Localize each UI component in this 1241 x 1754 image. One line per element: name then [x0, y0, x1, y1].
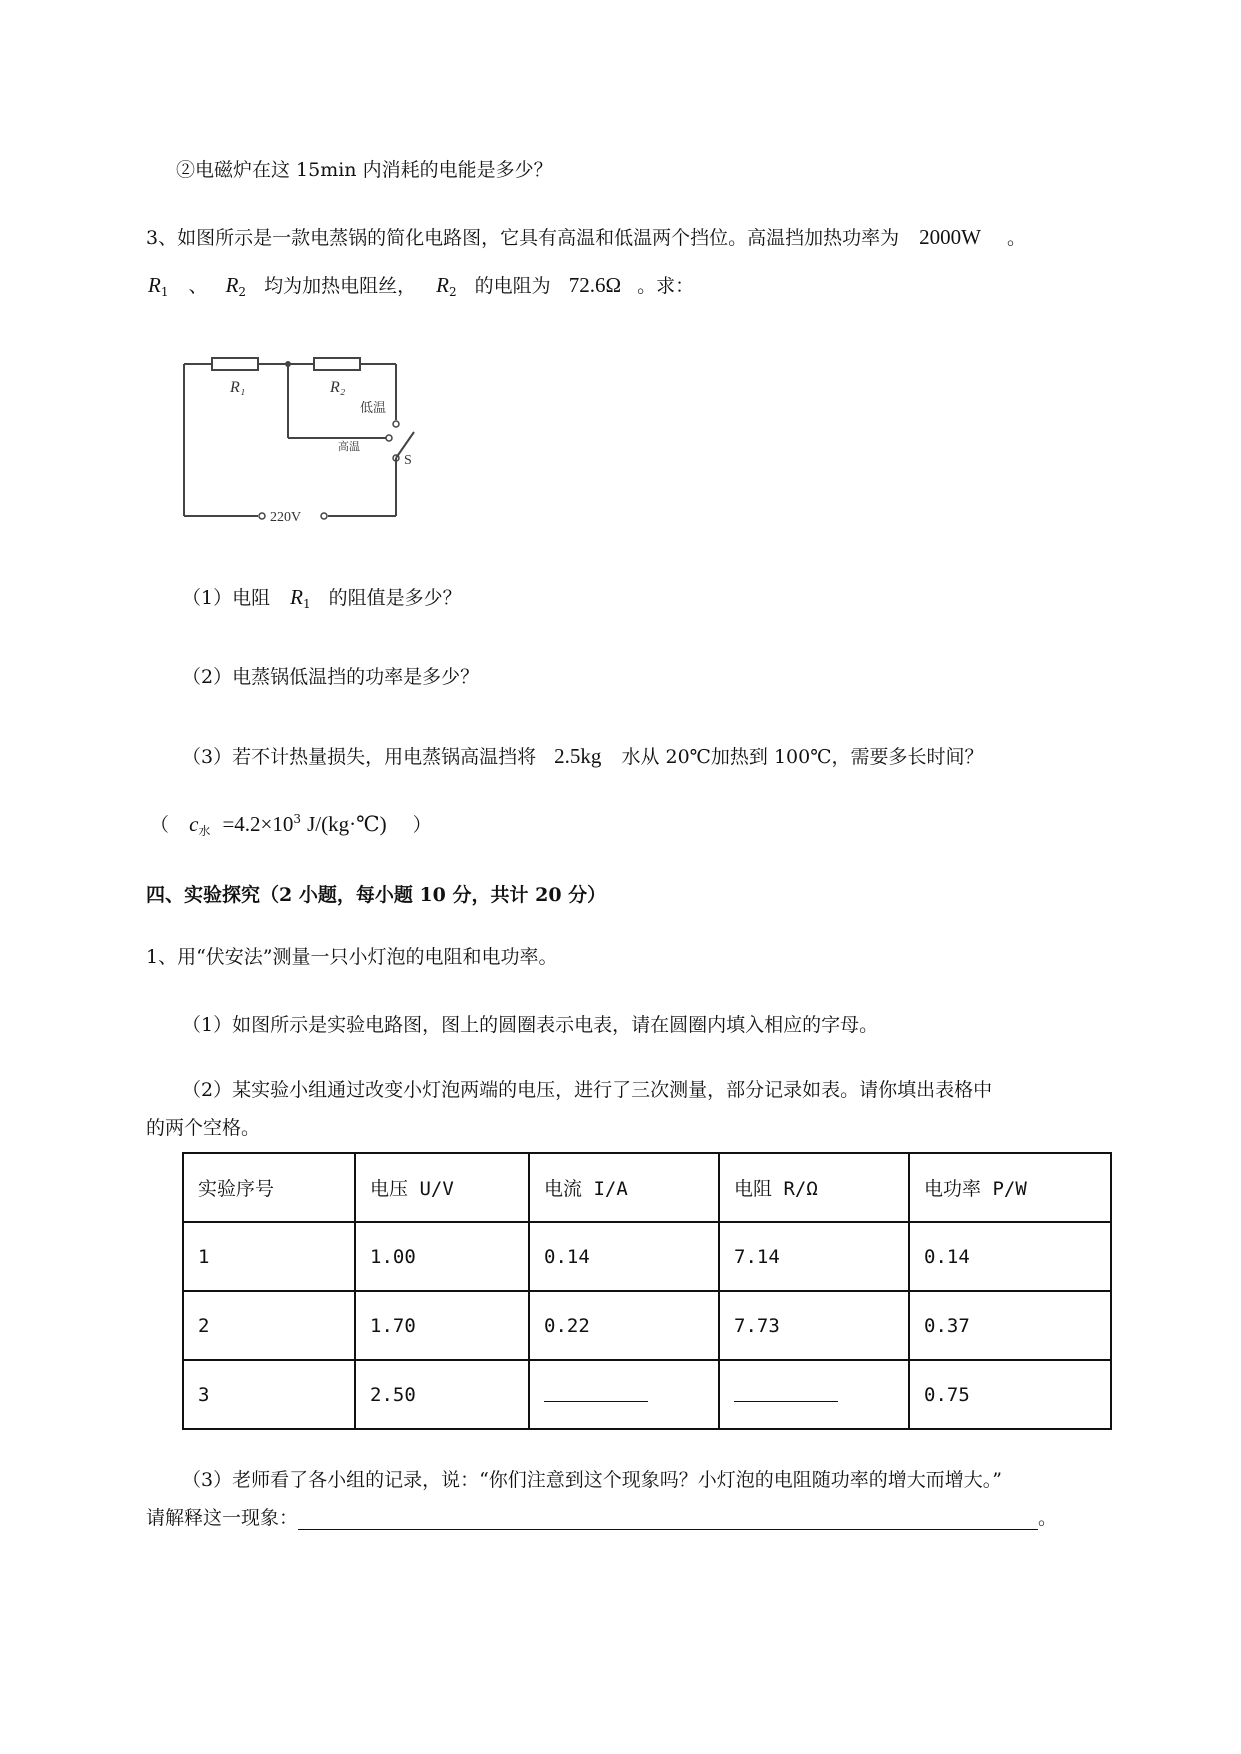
section-4-sub1: （1）如图所示是实验电路图，图上的圆圈表示电表，请在圆圈内填入相应的字母。 — [182, 1014, 879, 1036]
table-cell: 7.14 — [719, 1222, 909, 1291]
question-3-sub1 — [182, 585, 462, 616]
r2-subscript-2: 2 — [448, 285, 457, 299]
high-power-value: 2000W — [919, 225, 981, 249]
sub3-text-a: （3）若不计热量损失，用电蒸锅高温挡将 — [182, 746, 537, 768]
table-cell: 7.73 — [719, 1291, 909, 1360]
table-cell: 0.22 — [529, 1291, 719, 1360]
note-close: ） — [412, 814, 432, 836]
r1-subscript-3: 1 — [302, 597, 311, 611]
r1-symbol: R — [148, 273, 161, 297]
separator: 、 — [188, 275, 208, 297]
note-open: （ — [150, 814, 170, 836]
mass-value: 2.5kg — [554, 744, 602, 768]
table-cell: 2.50 — [355, 1360, 529, 1429]
r2-label: R₂ — [330, 379, 346, 396]
question-3-sub3 — [182, 744, 983, 769]
sub1-text-b: 的阻值是多少？ — [328, 587, 462, 609]
table-cell: 1 — [183, 1222, 355, 1291]
table-header-cell: 电功率 P/W — [909, 1153, 1111, 1222]
switch-label: S — [404, 453, 412, 468]
table-cell: 1.70 — [355, 1291, 529, 1360]
r2-symbol-2: R — [436, 273, 449, 297]
r1-symbol-3: R — [290, 585, 303, 609]
question-3-resistors — [148, 273, 694, 304]
c-exponent: 3 — [293, 812, 302, 826]
r2-symbol: R — [225, 273, 239, 297]
table-cell: 1.00 — [355, 1222, 529, 1291]
blank-resistance-cell — [719, 1360, 909, 1429]
sub1-text-a: （1）电阻 — [182, 587, 271, 609]
table-cell: 0.37 — [909, 1291, 1111, 1360]
c-symbol: c — [189, 812, 199, 836]
specific-heat-note — [150, 807, 432, 843]
section-4-sub2-line1: （2）某实验小组通过改变小灯泡两端的电压，进行了三次测量，部分记录如表。请你填出表格中 — [182, 1079, 993, 1101]
section-4-heading: 四、实验探究（2 小题，每小题 10 分，共计 20 分） — [146, 884, 607, 906]
question-3-intro — [146, 225, 1026, 250]
question-3-sub2: （2）电蒸锅低温挡的功率是多少？ — [182, 666, 480, 688]
resistance-text: 的电阻为 — [474, 275, 551, 297]
steamer-circuit-diagram — [178, 352, 438, 532]
r2-subscript: 2 — [238, 285, 247, 299]
table-row — [183, 1360, 1111, 1429]
explain-end: 。 — [1038, 1507, 1058, 1529]
table-row — [183, 1222, 1111, 1291]
explanation-answer-line[interactable] — [298, 1511, 1038, 1530]
r2-value: 72.6Ω — [568, 273, 622, 297]
table-cell: 2 — [183, 1291, 355, 1360]
table-row — [183, 1291, 1111, 1360]
table-header-cell: 实验序号 — [183, 1153, 355, 1222]
r1-subscript: 1 — [160, 285, 169, 299]
table-cell: 0.14 — [909, 1222, 1111, 1291]
table-header-cell: 电流 I/A — [529, 1153, 719, 1222]
sub3-text-b: 水从 20℃加热到 100℃，需要多长时间？ — [621, 746, 984, 768]
r1-resistor — [212, 358, 258, 370]
high-temp-label: 高温 — [338, 441, 360, 453]
resistors-text: 均为加热电阻丝， — [264, 275, 417, 297]
section-4-sub3-line2 — [146, 1506, 1057, 1530]
question-3-text: 3、如图所示是一款电蒸锅的简化电路图，它具有高温和低温两个挡位。高温挡加热功率为 — [146, 227, 900, 249]
measurement-table — [182, 1152, 1112, 1430]
blank-current-cell — [529, 1360, 719, 1429]
table-header-row — [183, 1153, 1111, 1222]
section-4-question-1: 1、用“伏安法”测量一只小灯泡的电阻和电功率。 — [146, 946, 558, 968]
c-unit: J/(kg·℃) — [307, 812, 387, 836]
low-temp-label: 低温 — [360, 400, 387, 415]
table-cell: 0.75 — [909, 1360, 1111, 1429]
c-subscript: 水 — [198, 824, 211, 838]
table-header-cell: 电阻 R/Ω — [719, 1153, 909, 1222]
voltage-label: 220V — [270, 510, 302, 525]
section-4-sub3-line1: （3）老师看了各小组的记录，说：“你们注意到这个现象吗？小灯泡的电阻随功率的增大而增大。” — [182, 1469, 1003, 1491]
table-cell: 3 — [183, 1360, 355, 1429]
r2-resistor — [314, 358, 360, 370]
answer-blank-current[interactable] — [544, 1383, 648, 1402]
table-cell: 0.14 — [529, 1222, 719, 1291]
table-header-cell: 电压 U/V — [355, 1153, 529, 1222]
r1-label: R₁ — [230, 379, 246, 396]
section-4-sub2-line2: 的两个空格。 — [146, 1117, 261, 1139]
intro-end: 。 — [1007, 227, 1027, 249]
answer-blank-resistance[interactable] — [734, 1383, 838, 1402]
find-text: 。求： — [637, 275, 695, 297]
question-q2-part2: ②电磁炉在这 15min 内消耗的电能是多少？ — [176, 159, 553, 181]
explain-prompt: 请解释这一现象： — [146, 1507, 299, 1529]
c-value: =4.2×10 — [222, 812, 294, 836]
